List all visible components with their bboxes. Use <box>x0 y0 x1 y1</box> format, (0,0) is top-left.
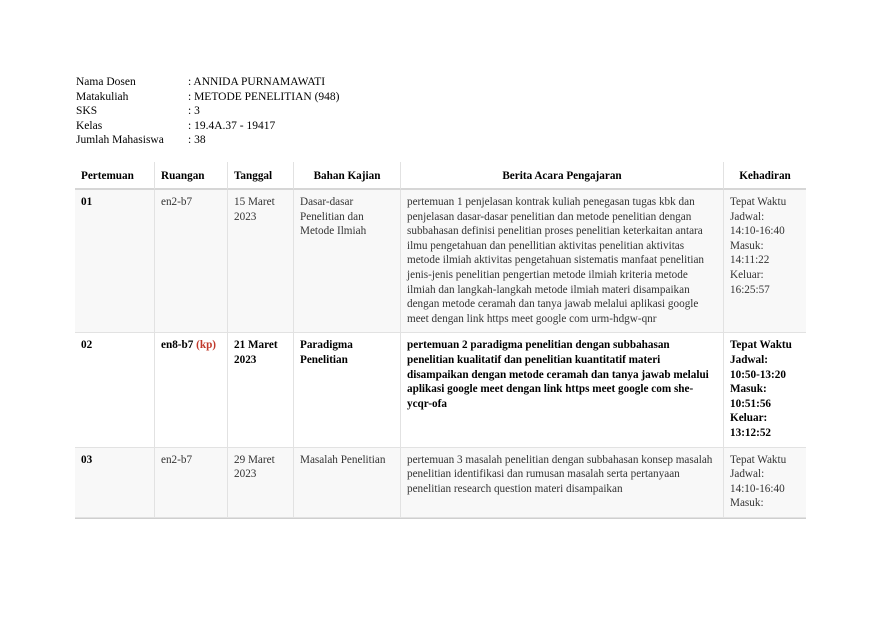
info-row-jumlah <box>76 133 340 148</box>
cell-bahan-kajian: Masalah Penelitian <box>294 448 401 518</box>
col-header-bahan-kajian: Bahan Kajian <box>294 162 401 190</box>
jumlah-label: Jumlah Mahasiswa <box>76 134 164 147</box>
cell-kehadiran <box>724 190 806 333</box>
cell-pertemuan: 03 <box>75 448 155 518</box>
table-header-row <box>75 162 806 190</box>
sks-label: SKS <box>76 105 98 118</box>
col-header-tanggal: Tanggal <box>228 162 294 190</box>
cell-pertemuan: 02 <box>75 333 155 447</box>
cell-ruangan <box>155 190 228 333</box>
cell-berita-acara: pertemuan 1 penjelasan kontrak kuliah penegasan tugas kbk dan penjelasan dasar-dasar penelitian dan metode penelitian dengan subbahasan definisi penelitian proses penelitian keterkaitan antara ilmu pengetahuan dan penellitian aktivitas penelitian aktivitas metode ilmiah aktivitas pengetahuan sistematis manfaat penelitian jenis-jenis penelitian pengertian metode ilmiah kriteria metode ilmiah dan langkah-langkah metode ilmiah materi disampaikan dengan metode ceramah dan tanya jawab melalui aplikasi google meet dengan link https meet google com urm-hdgw-qnr <box>401 190 724 333</box>
kehadiran-line: Tepat Waktu <box>730 339 792 352</box>
kehadiran-line: 14:10-16:40 <box>730 482 785 495</box>
kehadiran-line: Masuk: <box>730 383 767 396</box>
attendance-table <box>75 162 806 519</box>
col-header-pertemuan: Pertemuan <box>75 162 155 190</box>
table-row <box>75 333 806 447</box>
kehadiran-line: Tepat Waktu <box>730 196 787 208</box>
cell-tanggal: 21 Maret 2023 <box>228 333 294 447</box>
kehadiran-line: Masuk: <box>730 239 764 252</box>
kehadiran-line: Masuk: <box>730 497 764 510</box>
ruangan-kp-tag: (kp) <box>196 339 217 352</box>
info-row-dosen <box>76 75 340 90</box>
cell-berita-acara: pertemuan 3 masalah penelitian dengan subbahasan konsep masalah penelitian identifikasi dan rumusan masalah serta pertanyaan penelitian research question materi disampaikan <box>401 448 724 518</box>
kehadiran-line: 10:51:56 <box>730 397 772 410</box>
kelas-label: Kelas <box>76 119 103 132</box>
cell-kehadiran <box>724 333 806 447</box>
kehadiran-line: 13:12:52 <box>730 426 772 439</box>
matakuliah-value: : METODE PENELITIAN (948) <box>188 90 340 103</box>
cell-berita-acara: pertemuan 2 paradigma penelitian dengan subbahasan penelitian kualitatif dan penelitian kuantitatif materi disampaikan dengan metode ceramah dan tanya jawab melalui aplikasi google meet dengan link https meet google com she-ycqr-ofa <box>401 333 724 447</box>
ruangan-text: en8-b7 <box>161 339 197 352</box>
kehadiran-line: Tepat Waktu <box>730 453 787 466</box>
kehadiran-line: Jadwal: <box>730 468 765 481</box>
info-row-matakuliah <box>76 90 340 105</box>
dosen-value: : ANNIDA PURNAMAWATI <box>188 76 326 88</box>
cell-pertemuan: 01 <box>75 190 155 333</box>
kehadiran-line: Keluar: <box>730 268 764 281</box>
kelas-value: : 19.4A.37 - 19417 <box>188 119 276 132</box>
ruangan-text: en2-b7 <box>161 453 193 466</box>
cell-ruangan <box>155 333 228 447</box>
cell-ruangan <box>155 448 228 518</box>
sks-value: : 3 <box>188 105 200 118</box>
matakuliah-label: Matakuliah <box>76 90 129 103</box>
info-row-kelas <box>76 119 340 134</box>
kehadiran-line: Keluar: <box>730 412 768 425</box>
cell-bahan-kajian: Dasar-dasar Penelitian dan Metode Ilmiah <box>294 190 401 333</box>
col-header-kehadiran: Kehadiran <box>724 162 806 190</box>
kehadiran-line: 10:50-13:20 <box>730 368 786 381</box>
col-header-berita-acara: Berita Acara Pengajaran <box>401 162 724 190</box>
cell-bahan-kajian: Paradigma Penelitian <box>294 333 401 447</box>
kehadiran-line: 14:11:22 <box>730 254 770 267</box>
dosen-label: Nama Dosen <box>76 76 136 88</box>
kehadiran-line: 14:10-16:40 <box>730 225 785 238</box>
kehadiran-line: 16:25:57 <box>730 283 770 296</box>
table-row <box>75 190 806 333</box>
jumlah-value: : 38 <box>188 134 206 147</box>
kehadiran-line: Jadwal: <box>730 210 765 223</box>
cell-tanggal: 29 Maret 2023 <box>228 448 294 518</box>
table-row <box>75 448 806 518</box>
ruangan-text: en2-b7 <box>161 196 193 208</box>
course-info <box>76 75 340 148</box>
kehadiran-line: Jadwal: <box>730 353 768 366</box>
info-row-sks <box>76 104 340 119</box>
col-header-ruangan: Ruangan <box>155 162 228 190</box>
cell-tanggal: 15 Maret 2023 <box>228 190 294 333</box>
cell-kehadiran <box>724 448 806 518</box>
